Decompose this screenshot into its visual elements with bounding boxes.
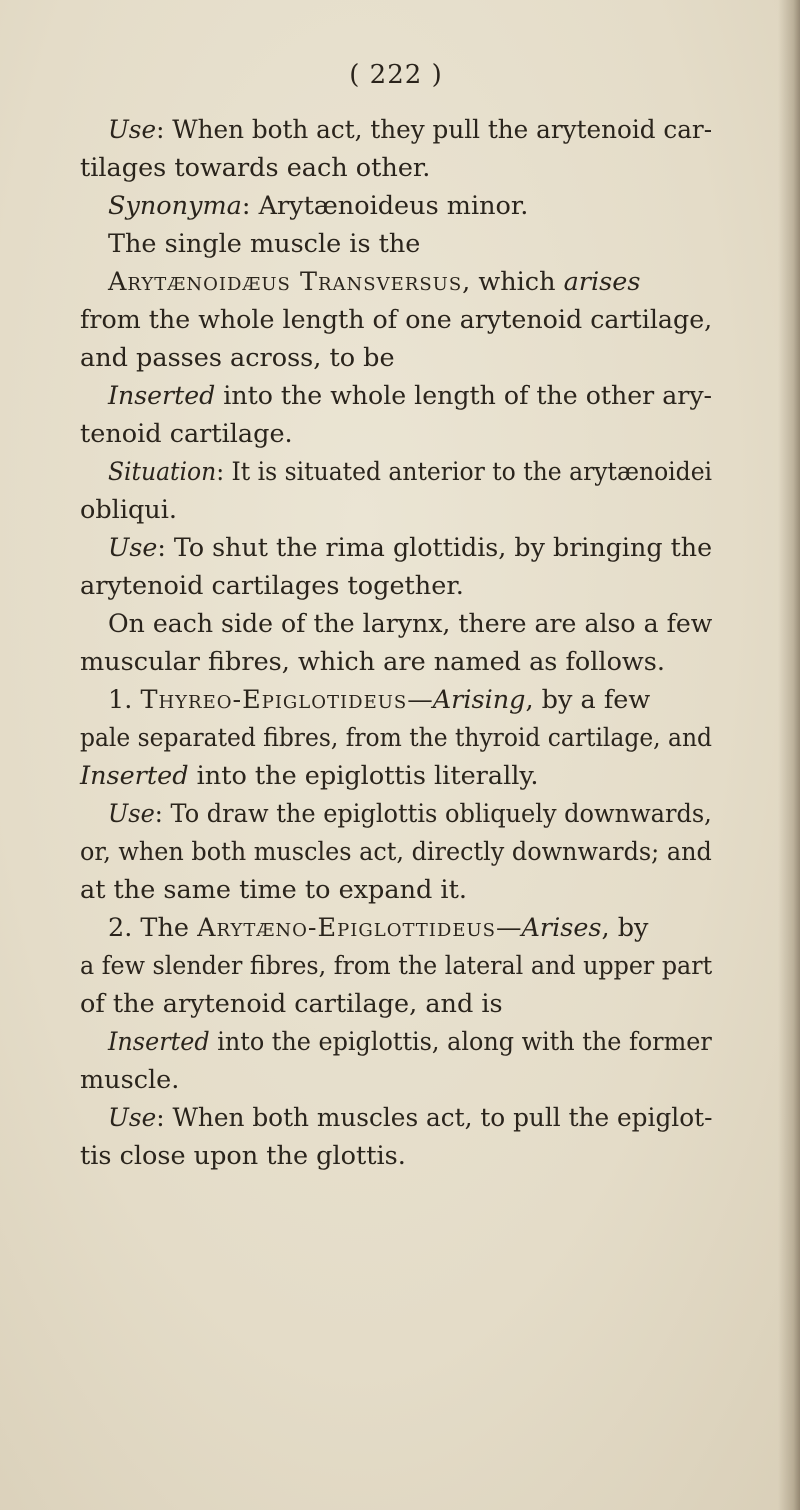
text-line: a few slender fibres, from the lateral and upper part [80, 951, 713, 981]
page-edge-shadow [778, 0, 800, 1510]
text-line: obliqui. [80, 495, 177, 525]
muscle-name: Thyreo-Epiglotideus [140, 685, 408, 715]
muscle-name: Arytæno-Epiglottideus [197, 913, 496, 943]
text-line: muscular fibres, which are named as follows. [80, 647, 665, 677]
text-line: tenoid cartilage. [80, 419, 293, 449]
text-line: muscle. [80, 1065, 180, 1095]
muscle-name: Arytænoidæus Transversus [108, 267, 463, 297]
text-line: 2. The Arytæno-Epiglottideus—Arises, by [108, 913, 649, 943]
text-line: Use: To draw the epiglottis obliquely downwards, [108, 799, 712, 829]
text-line: pale separated fibres, from the thyroid cartilage, and [80, 723, 713, 753]
text-line: Inserted into the epiglottis literally. [80, 761, 539, 791]
text-line: and passes across, to be [80, 343, 395, 373]
text-line: Inserted into the whole length of the other ary- [108, 381, 713, 411]
text-line: or, when both muscles act, directly downwards; and [80, 837, 712, 867]
text-line: Arytænoidæus Transversus, which arises [108, 267, 641, 297]
text-line: tilages towards each other. [80, 153, 431, 183]
text-line: Situation: It is situated anterior to the arytænoidei [108, 457, 713, 487]
text-line: arytenoid cartilages together. [80, 571, 464, 601]
text-line: Use: When both muscles act, to pull the epiglot- [108, 1103, 713, 1133]
text-line: Inserted into the epiglottis, along with the former [108, 1027, 712, 1057]
text-line: Use: To shut the rima glottidis, by bringing the [108, 533, 713, 563]
text-line: from the whole length of one arytenoid cartilage, [80, 305, 713, 335]
text-line: 1. Thyreo-Epiglotideus—Arising, by a few [108, 685, 651, 715]
page-number: ( 222 ) [349, 60, 443, 90]
text-line: The single muscle is the [108, 229, 421, 259]
text-line: Use: When both act, they pull the arytenoid car- [108, 115, 713, 145]
text-line: of the arytenoid cartilage, and is [80, 989, 503, 1019]
text-line: at the same time to expand it. [80, 875, 467, 905]
text-line: On each side of the larynx, there are also a few [108, 609, 713, 639]
text-line: tis close upon the glottis. [80, 1141, 406, 1171]
text-line: Synonyma: Arytænoideus minor. [108, 191, 529, 221]
